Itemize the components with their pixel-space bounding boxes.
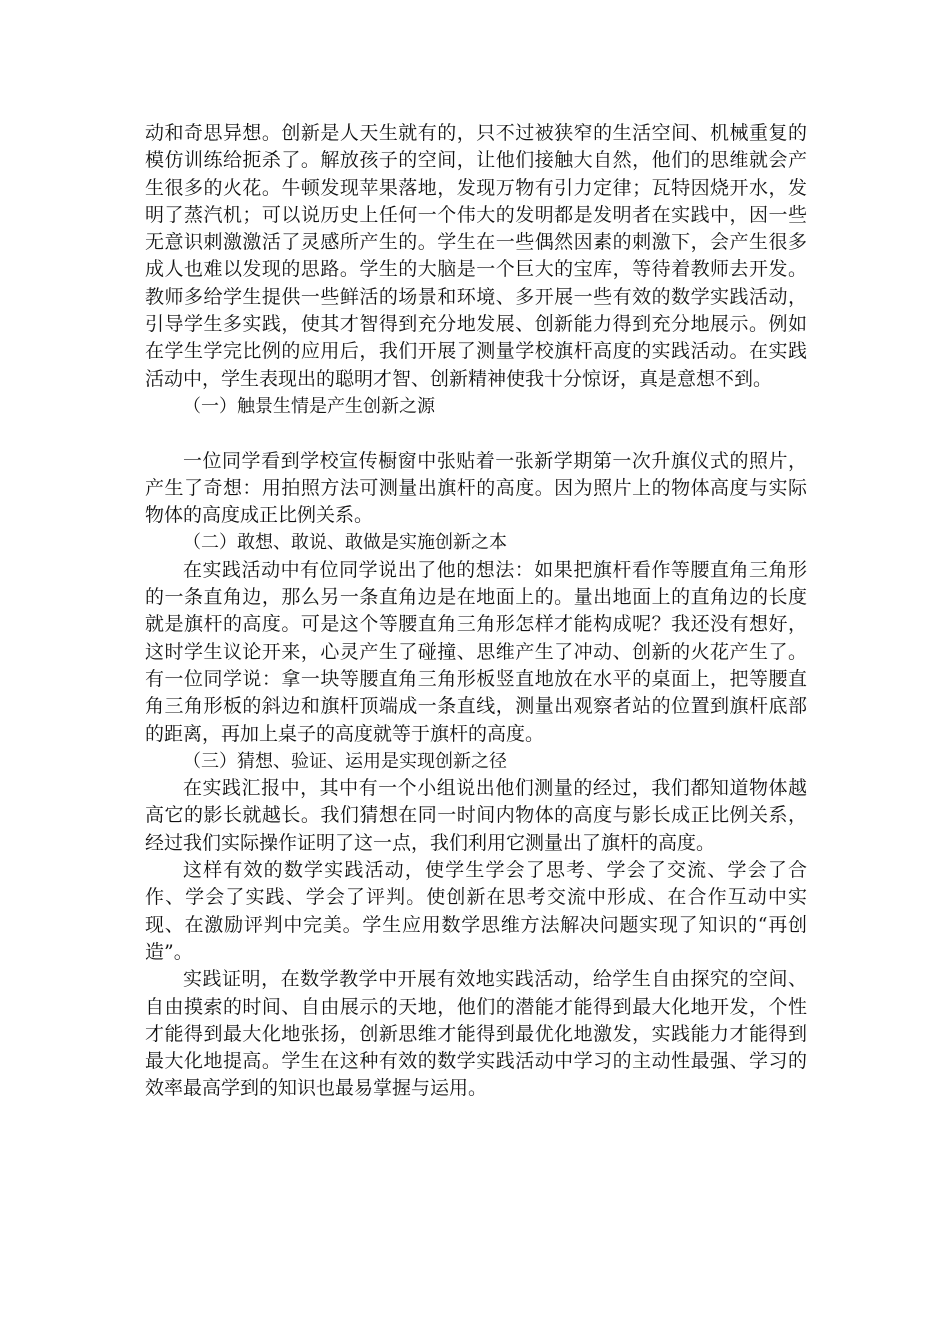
section-heading-3: （三）猜想、验证、运用是实现创新之径 [183,750,507,772]
paragraph-triangle-idea: 在实践活动中有位同学说出了他的想法：如果把旗杆看作等腰直角三角形的一条直角边，那么另一条直角边是在地面上的。量出地面上的直角边的长度就是旗杆的高度。可是这个等腰直角三角形怎样才能构成呢？我还没有想好，这时学生议论开来，心灵产生了碰撞、思维产生了冲动、创新的火花产生了。有一位同学说：拿一块等腰直角三角形板竖直地放在水平的桌面上，把等腰直角三角形板的斜边和旗杆顶端成一条直线，测量出观察者站的位置到旗杆底部的距离，再加上桌子的高度就等于旗杆的高度。 [145,558,807,745]
paragraph-photo-idea: 一位同学看到学校宣传橱窗中张贴着一张新学期第一次升旗仪式的照片，产生了奇想：用拍照方法可测量出旗杆的高度。因为照片上的物体高度与实际物体的高度成正比例关系。 [145,449,807,527]
section-heading-2: （二）敢想、敢说、敢做是实施创新之本 [183,532,507,554]
paragraph-intro: 动和奇思异想。创新是人天生就有的，只不过被狭窄的生活空间、机械重复的模仿训练给扼杀了。解放孩子的空间，让他们接触大自然，他们的思维就会产生很多的火花。牛顿发现苹果落地，发现万物有引力定律；瓦特因烧开水，发明了蒸汽机；可以说历史上任何一个伟大的发明都是发明者在实践中，因一些无意识刺激激活了灵感所产生的。学生在一些偶然因素的刺激下，会产生很多成人也难以发现的思路。学生的大脑是一个巨大的宝库，等待着教师去开发。教师多给学生提供一些鲜活的场景和环境、多开展一些有效的数学实践活动，引导学生多实践，使其才智得到充分地发展、创新能力得到充分地展示。例如在学生学完比例的应用后，我们开展了测量学校旗杆高度的实践活动。在实践活动中，学生表现出的聪明才智、创新精神使我十分惊讶，真是意想不到。 [145,122,807,390]
blank-line [145,420,807,447]
section-heading-1: （一）触景生情是产生创新之源 [183,395,435,417]
paragraph-conclusion: 实践证明，在数学教学中开展有效地实践活动，给学生自由探究的空间、自由摸索的时间、自由展示的天地，他们的潜能才能得到最大化地开发，个性才能得到最大化地张扬，创新思维才能得到最优化地激发，实践能力才能得到最大化地提高。学生在这种有效的数学实践活动中学习的主动性最强、学习的效率最高学到的知识也最易掌握与运用。 [145,968,807,1100]
document-page [145,120,807,1103]
paragraph-shadow-idea: 在实践汇报中，其中有一个小组说出他们测量的经过，我们都知道物体越高它的影长就越长。我们猜想在同一时间内物体的高度与影长成正比例关系，经过我们实际操作证明了这一点，我们利用它测量出了旗杆的高度。 [145,777,807,854]
paragraph-effects: 这样有效的数学实践活动，使学生学会了思考、学会了交流、学会了合作、学会了实践、学会了评判。使创新在思考交流中形成、在合作互动中实现、在激励评判中完美。学生应用数学思维方法解决问题实现了知识的“再创造”。 [145,859,807,963]
